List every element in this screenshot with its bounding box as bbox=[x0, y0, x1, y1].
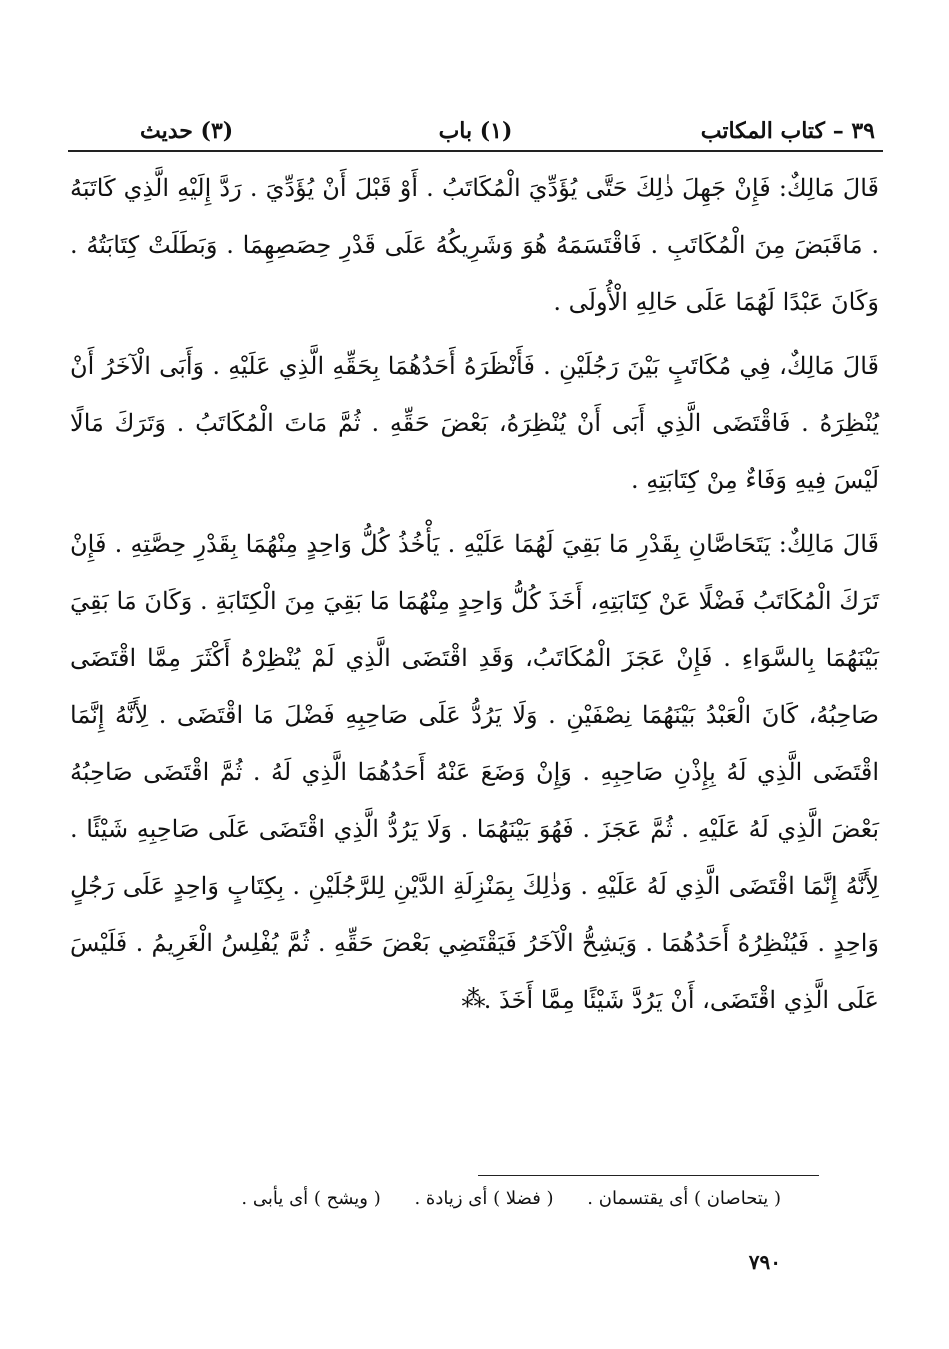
paragraph: قَالَ مَالِكٌ: فَإِنْ جَهِلَ ذٰلِكَ حَتَّى يُؤَدِّيَ الْمُكَاتَبُ . أَوْ قَبْلَ أَنْ يُؤَدِّيَ . رَدَّ إِلَيْهِ الَّذِي كَاتَبَهُ . مَاقَبَضَ مِنَ الْمُكَاتَبِ . فَاقْتَسَمَهُ هُوَ وَشَرِيكُهُ عَلَى قَدْرِ حِصَصِهِمَا . وَبَطَلَتْ كِتَابَتُهُ . وَكَانَ عَبْدًا لَهُمَا عَلَى حَالِهِ الْأُولَى . bbox=[70, 174, 879, 316]
section-label: (١) باب bbox=[438, 118, 513, 144]
footnote-item: ( يتحاصان ) أى يقتسمان . bbox=[587, 1188, 781, 1209]
footnote-divider bbox=[478, 1175, 819, 1176]
page-number: ٧٩٠ bbox=[748, 1250, 781, 1274]
footnote-item: ( ويشح ) أى يأبى . bbox=[241, 1188, 381, 1209]
main-text bbox=[70, 160, 879, 1036]
paragraph: قَالَ مَالِكٌ: يَتَحَاصَّانِ بِقَدْرِ مَا بَقِيَ لَهُمَا عَلَيْهِ . يَأْخُذُ كُلُّ وَاحِدٍ مِنْهُمَا بِقَدْرِ حِصَّتِهِ . فَإِنْ تَرَكَ الْمُكَاتَبُ فَضْلًا عَنْ كِتَابَتِهِ، أَخَذَ كُلُّ وَاحِدٍ مِنْهُمَا مَا بَقِيَ مِنَ الْكِتَابَةِ . وَكَانَ مَا بَقِيَ بَيْنَهُمَا بِالسَّوَاءِ . فَإِنْ عَجَزَ الْمُكَاتَبُ، وَقَدِ اقْتَضَى الَّذِي لَمْ يُنْظِرْهُ أَكْثَرَ مِمَّا اقْتَضَى صَاحِبُهُ، كَانَ الْعَبْدُ بَيْنَهُمَا نِصْفَيْنِ . وَلَا يَرُدُّ عَلَى صَاحِبِهِ فَضْلَ مَا اقْتَضَى . لِأَنَّهُ إِنَّمَا اقْتَضَى الَّذِي لَهُ بِإِذْنِ صَاحِبِهِ . وَإِنْ وَضَعَ عَنْهُ أَحَدُهُمَا الَّذِي لَهُ . ثُمَّ اقْتَضَى صَاحِبُهُ بَعْضَ الَّذِي لَهُ عَلَيْهِ . ثُمَّ عَجَزَ . فَهُوَ بَيْنَهُمَا . وَلَا يَرُدُّ الَّذِي اقْتَضَى عَلَى صَاحِبِهِ شَيْئًا . لِأَنَّهُ إِنَّمَا اقْتَضَى الَّذِي لَهُ عَلَيْهِ . وَذٰلِكَ بِمَنْزِلَةِ الدَّيْنِ لِلرَّجُلَيْنِ . بِكِتَابٍ وَاحِدٍ عَلَى رَجُلٍ وَاحِدٍ . فَيُنْظِرُهُ أَحَدُهُمَا . وَيَشِحُّ الْآخَرُ فَيَقْتَضِي بَعْضَ حَقِّهِ . ثُمَّ يُفْلِسُ الْغَرِيمُ . فَلَيْسَ عَلَى الَّذِي اقْتَضَى، أَنْ يَرُدَّ شَيْئًا مِمَّا أَخَذَ . bbox=[70, 530, 880, 1014]
paragraph: قَالَ مَالِكٌ، فِي مُكَاتَبٍ بَيْنَ رَجُلَيْنِ . فَأَنْظَرَهُ أَحَدُهُمَا بِحَقِّهِ الَّذِي عَلَيْهِ . وَأَبَى الْآخَرُ أَنْ يُنْظِرَهُ . فَاقْتَضَى الَّذِي أَبَى أَنْ يُنْظِرَهُ، بَعْضَ حَقِّهِ . ثُمَّ مَاتَ الْمُكَاتَبُ . وَتَرَكَ مَالًا لَيْسَ فِيهِ وَفَاءٌ مِنْ كِتَابَتِهِ . bbox=[70, 352, 879, 494]
hadith-label: (٣) حديث bbox=[140, 118, 234, 144]
chapter-title: ٣٩ – كتاب المكاتب bbox=[700, 118, 875, 144]
footnotes bbox=[213, 1188, 781, 1209]
running-header bbox=[68, 112, 883, 150]
footnote-item: ( فضلا ) أى زيادة . bbox=[414, 1188, 554, 1209]
header-divider bbox=[68, 150, 883, 152]
section-ornament: ⁂ bbox=[461, 985, 488, 1013]
